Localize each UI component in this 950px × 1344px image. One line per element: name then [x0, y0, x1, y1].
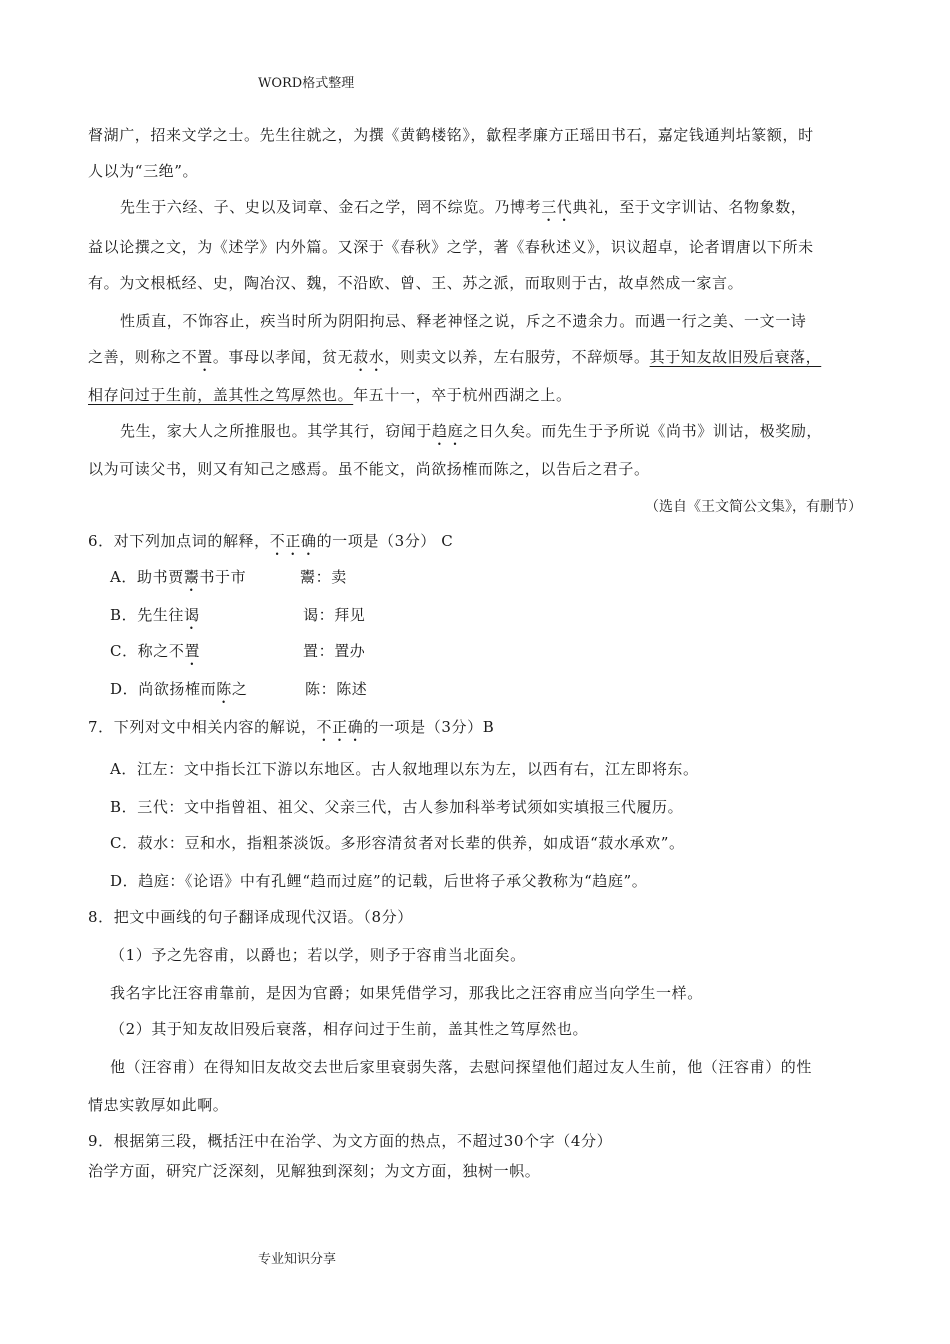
text: B．先生往: [110, 606, 185, 624]
text: 先生，家大人之所推服也。其学其行，窃闻于: [120, 422, 433, 440]
q6-option-a: [110, 566, 246, 595]
q7-option-a: A．江左：文中指长江下游以东地区。古人叙地理以东为左，以西有右，江左即将东。: [110, 760, 699, 778]
dotted-word: 不正确: [269, 532, 317, 550]
source-citation: （选自《王文简公文集》，有删节）: [645, 499, 862, 515]
q7-option-d: D．趋庭：《论语》中有孔鲤“趋而过庭”的记载，后世将子承父教称为“趋庭”。: [110, 872, 648, 890]
passage-line: [120, 196, 806, 225]
question-8-stem: 8．把文中画线的句子翻译成现代汉语。（8分）: [88, 908, 413, 926]
q8-answer-1: 我名字比汪容甫靠前，是因为官爵；如果凭借学习，那我比之汪容甫应当向学生一样。: [110, 984, 703, 1002]
q6-option-d: [110, 678, 247, 707]
text: 书于市: [199, 568, 247, 586]
q8-answer-2: 他（汪容甫）在得知旧友故交去世后家里衰弱失落，去慰问探望他们超过友人生前，他（汪容甫）的性: [110, 1058, 813, 1076]
q7-option-b: B．三代：文中指曾祖、祖父、父亲三代，古人参加科举考试须如实填报三代履历。: [110, 798, 684, 816]
question-9-stem: 9．根据第三段，概括汪中在治学、为文方面的热点，不超过30个字（4分）: [88, 1132, 613, 1150]
q6-option-b-gloss: 谒：拜见: [303, 606, 366, 624]
q9-answer: 治学方面，研究广泛深刻，见解独到深刻；为文方面，独树一帜。: [88, 1162, 541, 1180]
passage-line: 督湖广，招来文学之士。先生往就之，为撰《黄鹤楼铭》，歙程孝廉方正瑶田书石，嘉定钱通判坫篆额，时: [88, 126, 814, 144]
passage-line: 性质直，不饰容止，疾当时所为阴阳拘忌、释老神怪之说，斥之不遗余力。而遇一行之美、一文一诗: [120, 312, 807, 330]
q8-sentence-1: （1）予之先容甫，以爵也；若以学，则予于容甫当北面矣。: [110, 946, 526, 964]
passage-line: [88, 384, 572, 405]
text: C．称之不: [110, 642, 185, 660]
q6-option-d-gloss: 陈：陈述: [305, 680, 368, 698]
q7-option-c: C．菽水：豆和水，指粗茶淡饭。多形容清贫者对长辈的供养，如成语“菽水承欢”。: [110, 834, 685, 852]
q6-option-c-gloss: 置：置办: [303, 642, 366, 660]
text: 7．下列对文中相关内容的解说，: [88, 718, 317, 736]
text: A．助书贾: [110, 568, 184, 586]
question-6-stem: [88, 530, 453, 559]
page-header: WORD格式整理: [258, 76, 355, 91]
dotted-word: 置: [197, 348, 213, 366]
text: ，则卖文以养，左右服劳，不辞烦辱。: [384, 348, 650, 366]
text: 之善，则称之不: [88, 348, 198, 366]
text: 的一项是（3分）B: [363, 718, 495, 736]
dotted-word: 置: [184, 642, 201, 660]
text: 6．对下列加点词的解释，: [88, 532, 270, 550]
passage-line: [88, 346, 821, 375]
text: 的一项是（3分） C: [316, 532, 454, 550]
dotted-word: 鬻: [183, 568, 200, 586]
dotted-word: 三代: [541, 198, 573, 216]
page-footer: 专业知识分享: [258, 1252, 337, 1267]
underlined-sentence: 相存问过于生前，盖其性之笃厚然也。: [88, 386, 354, 404]
text: 先生于六经、子、史以及词章、金石之学，罔不综览。乃博考: [120, 198, 542, 216]
text: 之: [231, 680, 248, 698]
passage-line: 有。为文根柢经、史，陶冶汉、魏，不沿欧、曾、王、苏之派，而取则于古，故卓然成一家言。: [88, 274, 744, 292]
text: 典礼，至于文字训诂、名物象数，: [572, 198, 807, 216]
q6-option-c: [110, 640, 200, 669]
passage-line: [120, 420, 822, 449]
passage-line: 益以论撰之文，为《述学》内外篇。又深于《春秋》之学，著《春秋述义》，识议超卓，论者谓唐以下所未: [88, 238, 814, 256]
text: 年五十一，卒于杭州西湖之上。: [353, 386, 572, 404]
q6-option-b: [110, 604, 200, 633]
passage-line: 人以为“三绝”。: [88, 162, 199, 180]
dotted-word: 不正确: [316, 718, 364, 736]
dotted-word: 谒: [184, 606, 200, 624]
dotted-word: 陈: [216, 680, 232, 698]
text: D．尚欲扬榷而: [110, 680, 217, 698]
q6-option-a-gloss: 鬻：卖: [300, 568, 347, 586]
q8-sentence-2: （2）其于知友故旧殁后衰落，相存问过于生前，盖其性之笃厚然也。: [110, 1020, 589, 1038]
underlined-sentence: 其于知友故旧殁后衰落，: [649, 348, 822, 366]
dotted-word: 菽水: [353, 348, 385, 366]
question-7-stem: [88, 716, 494, 745]
dotted-word: 趋庭: [432, 422, 464, 440]
passage-line: 以为可读父书，则又有知己之感焉。虽不能文，尚欲扬榷而陈之，以告后之君子。: [88, 460, 650, 478]
q8-answer-2-cont: 情忠实敦厚如此啊。: [88, 1096, 229, 1114]
text: 。事母以孝闻，贫无: [212, 348, 354, 366]
text: 之日久矣。而先生于予所说《尚书》训诂，极奖励，: [463, 422, 823, 440]
